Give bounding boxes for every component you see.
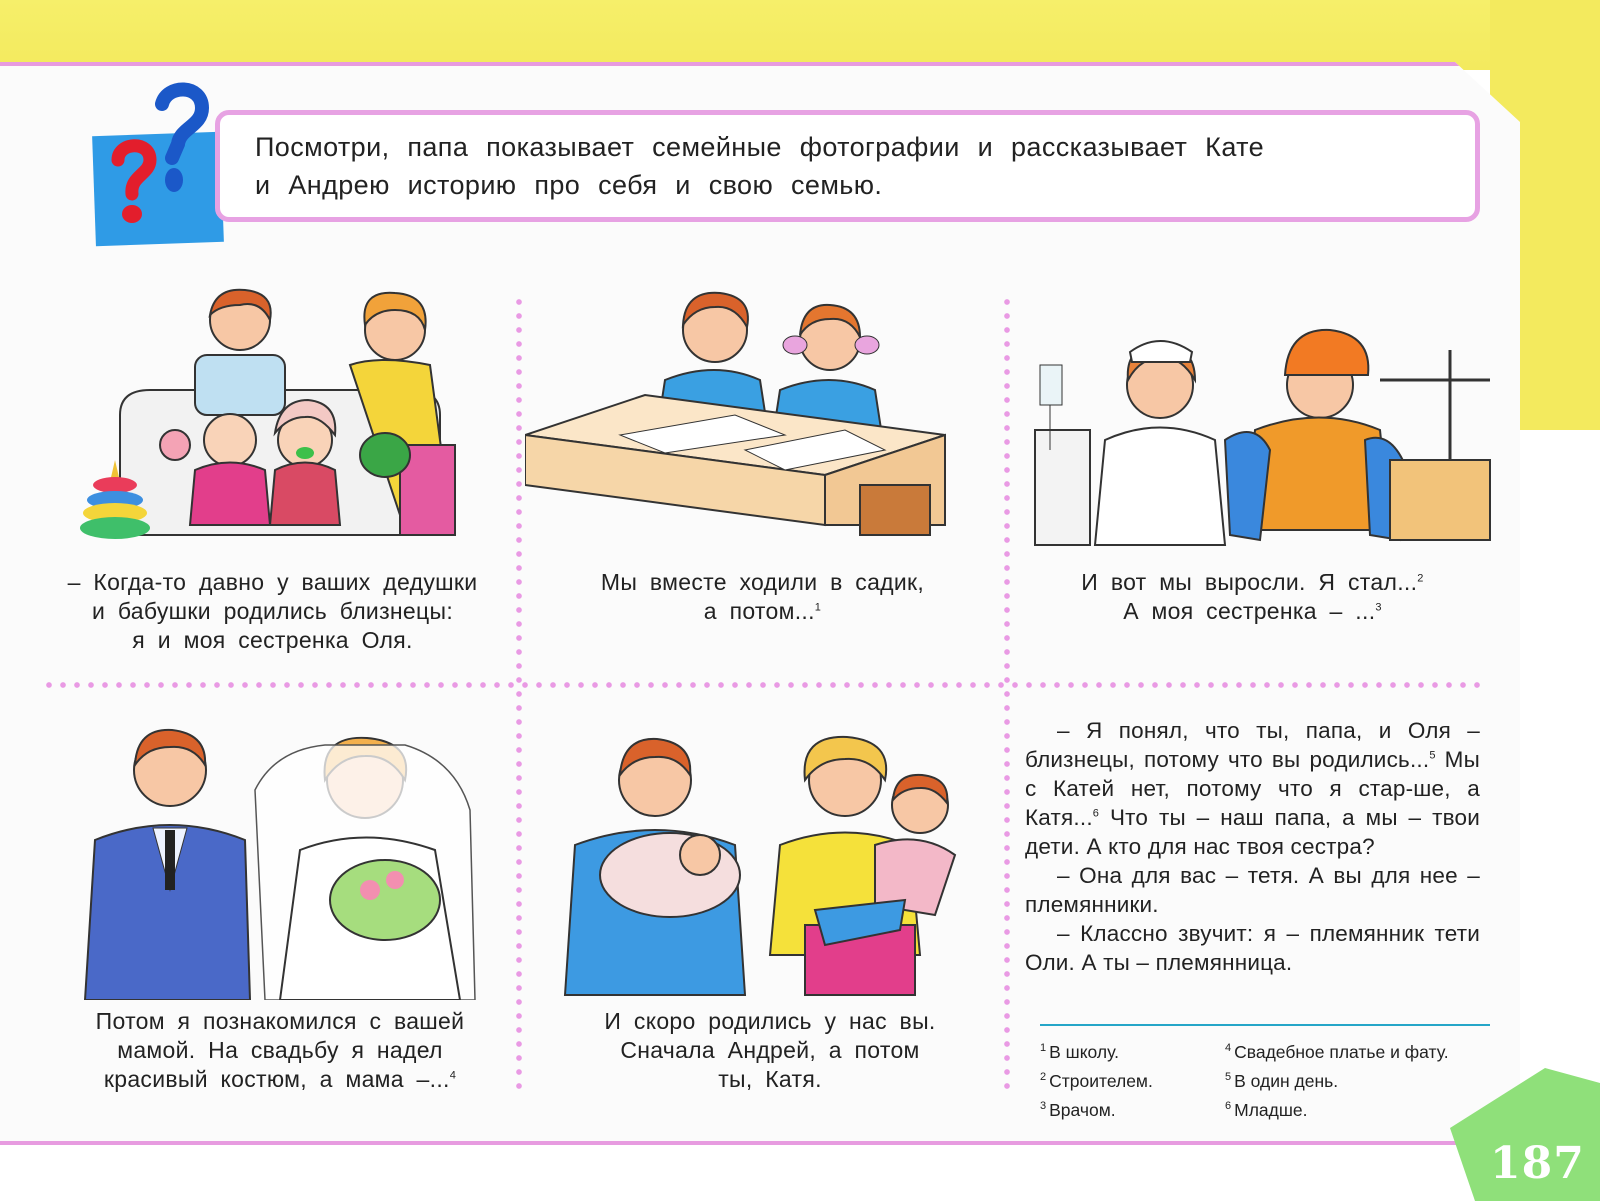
footnote-item: $^5$ В один день.: [1225, 1070, 1339, 1091]
caption-panel-2: [530, 568, 995, 626]
dialog-text: [1025, 716, 1480, 977]
dialog-paragraph-1: – Я понял, что ты, папа, и Оля – близнецы, потому что вы родились...$^5$ Мы с Катей нет, потому что я стар-ше, а Катя...$^6$ Что ты – наш папа, а мы – твои дети. А кто для нас твоя сестра?: [1025, 718, 1480, 859]
caption-line: А моя сестренка – ...$^3$: [1123, 598, 1382, 624]
caption-line: мамой. На свадьбу я надел: [117, 1037, 443, 1063]
caption-line: Потом я познакомился с вашей: [95, 1008, 465, 1034]
illustration-parents-children: [555, 725, 975, 1005]
caption-line: и бабушки родились близнецы:: [91, 598, 454, 624]
instruction-line-2: и Андрею историю про себя и свою семью.: [255, 170, 883, 200]
illustration-twins-babies: [80, 285, 480, 555]
footnotes-col-2: [1225, 1036, 1449, 1122]
caption-panel-1: [40, 568, 505, 655]
question-mark-icon: [92, 82, 232, 252]
illustration-doctor-builder: [1030, 290, 1500, 550]
instruction-line-1: Посмотри, папа показывает семейные фотографии и рассказывает Кате: [255, 132, 1265, 162]
footnote-item: $^2$ Строителем.: [1040, 1070, 1153, 1091]
dialog-paragraph-2: – Она для вас – тетя. А вы для нее – племянники.: [1025, 863, 1480, 917]
dialog-paragraph-3: – Классно звучит: я – племянник тети Оли. А ты – племянница.: [1025, 921, 1480, 975]
illustration-groom-bride: [75, 720, 495, 1000]
caption-line: – Когда-то давно у ваших дедушки: [67, 569, 478, 595]
caption-line: красивый костюм, а мама –...$^4$: [103, 1066, 457, 1092]
footnote-rule: [1040, 1024, 1490, 1026]
divider-horizontal: [42, 682, 1482, 688]
divider-vertical-2: [1004, 295, 1010, 1095]
caption-line: И вот мы выросли. Я стал...$^2$: [1081, 569, 1424, 595]
footnote-ref: 4: [449, 1069, 457, 1082]
illustration-school-desk: [525, 285, 965, 555]
footnote-ref: 3: [1375, 601, 1382, 614]
caption-line: Мы вместе ходили в садик,: [600, 569, 925, 595]
footnote-item: $^1$ В школу.: [1040, 1041, 1119, 1062]
yellow-top-band: [0, 0, 1600, 70]
caption-panel-5: [545, 1007, 995, 1094]
footnote-ref: 2: [1417, 572, 1424, 585]
footnote-ref: 6: [1092, 807, 1100, 820]
footnote-ref: 5: [1429, 749, 1436, 762]
footnote-item: $^4$ Свадебное платье и фату.: [1225, 1041, 1449, 1062]
instruction-text: [255, 128, 1465, 204]
footnote-item: $^6$ Младше.: [1225, 1099, 1308, 1120]
footnotes-col-1: [1040, 1036, 1153, 1122]
page-number: 187: [1490, 1138, 1585, 1189]
caption-line: Сначала Андрей, а потом: [620, 1037, 920, 1063]
caption-panel-3: [1015, 568, 1490, 626]
caption-line: ты, Катя.: [718, 1066, 822, 1092]
footnote-item: $^3$ Врачом.: [1040, 1099, 1116, 1120]
caption-line: И скоро родились у нас вы.: [604, 1008, 936, 1034]
divider-vertical-1: [516, 295, 522, 1095]
caption-line: а потом...$^1$: [703, 598, 822, 624]
caption-line: я и моя сестренка Оля.: [132, 627, 413, 653]
caption-panel-4: [55, 1007, 505, 1094]
footnote-ref: 1: [814, 601, 822, 614]
